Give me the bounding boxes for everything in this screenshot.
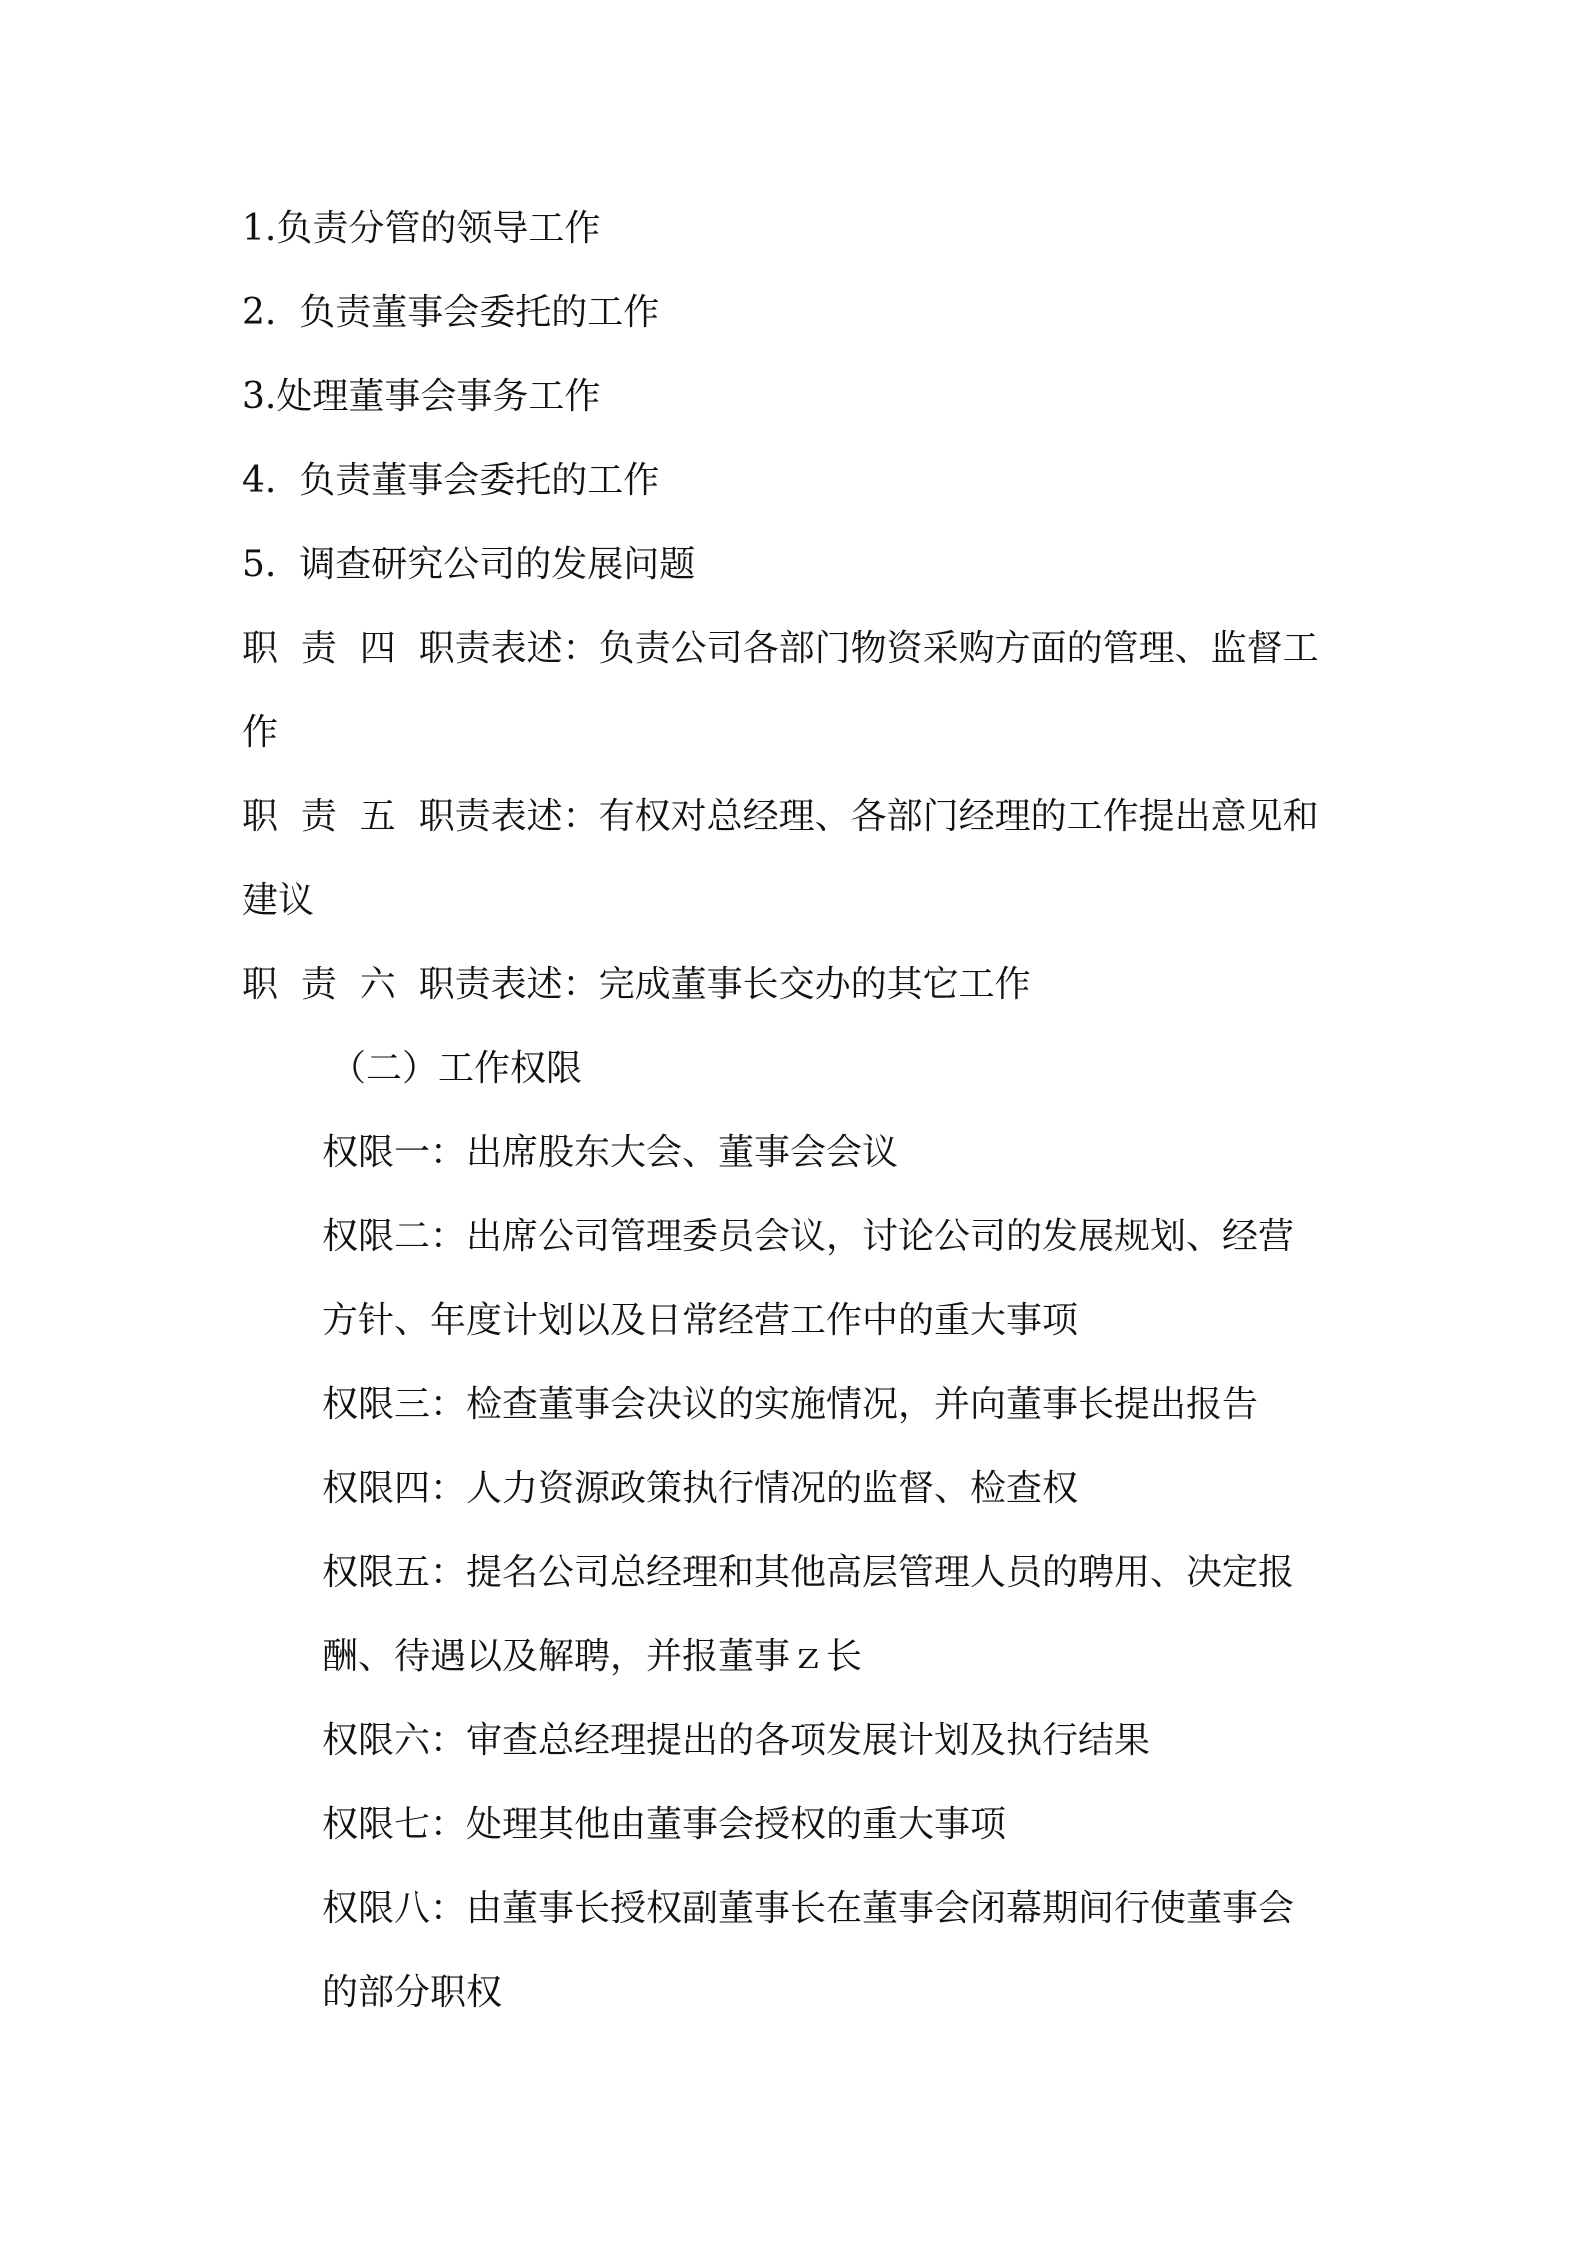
duty-5-line-2: 建议 <box>242 880 315 921</box>
list-item-2 <box>242 290 659 336</box>
power-6-line-1: 权限六：审查总经理提出的各项发展计划及执行结果 <box>322 1720 1151 1761</box>
power-5-line-2: 酬、待遇以及解聘，并报董事ｚ长 <box>322 1636 863 1677</box>
list-item-number: 3. <box>242 376 277 417</box>
list-item-text: 负责分管的领导工作 <box>276 208 601 249</box>
list-item-number: 2. <box>242 292 277 333</box>
power-2-line-1: 权限二：出席公司管理委员会议，讨论公司的发展规划、经营 <box>322 1216 1295 1257</box>
duty-5-line-1: 职 责 五 职责表述：有权对总经理、各部门经理的工作提出意见和 <box>242 796 1319 837</box>
list-item-1 <box>242 206 600 252</box>
power-2-line-2: 方针、年度计划以及日常经营工作中的重大事项 <box>322 1300 1079 1341</box>
power-7-line-1: 权限七：处理其他由董事会授权的重大事项 <box>322 1804 1007 1845</box>
list-item-text: 调查研究公司的发展问题 <box>276 544 696 585</box>
duty-6-line-1: 职 责 六 职责表述：完成董事长交办的其它工作 <box>242 964 1031 1005</box>
power-8-line-2: 的部分职权 <box>322 1972 503 2013</box>
list-item-text: 处理董事会事务工作 <box>276 376 601 417</box>
list-item-3 <box>242 374 600 420</box>
list-item-number: 4. <box>242 460 277 501</box>
duty-4-line-1: 职 责 四 职责表述：负责公司各部门物资采购方面的管理、监督工 <box>242 628 1319 669</box>
duty-4-line-2: 作 <box>242 712 279 753</box>
power-1-line-1: 权限一：出席股东大会、董事会会议 <box>322 1132 899 1173</box>
list-item-5 <box>242 542 695 588</box>
power-3-line-1: 权限三：检查董事会决议的实施情况，并向董事长提出报告 <box>322 1384 1259 1425</box>
list-item-text: 负责董事会委托的工作 <box>276 460 660 501</box>
section-title: （二）工作权限 <box>330 1048 583 1089</box>
list-item-text: 负责董事会委托的工作 <box>276 292 660 333</box>
list-item-4 <box>242 458 659 504</box>
power-4-line-1: 权限四：人力资源政策执行情况的监督、检查权 <box>322 1468 1079 1509</box>
power-8-line-1: 权限八：由董事长授权副董事长在董事会闭幕期间行使董事会 <box>322 1888 1295 1929</box>
list-item-number: 1. <box>242 208 277 249</box>
list-item-number: 5. <box>242 544 277 585</box>
power-5-line-1: 权限五：提名公司总经理和其他高层管理人员的聘用、决定报 <box>322 1552 1295 1593</box>
